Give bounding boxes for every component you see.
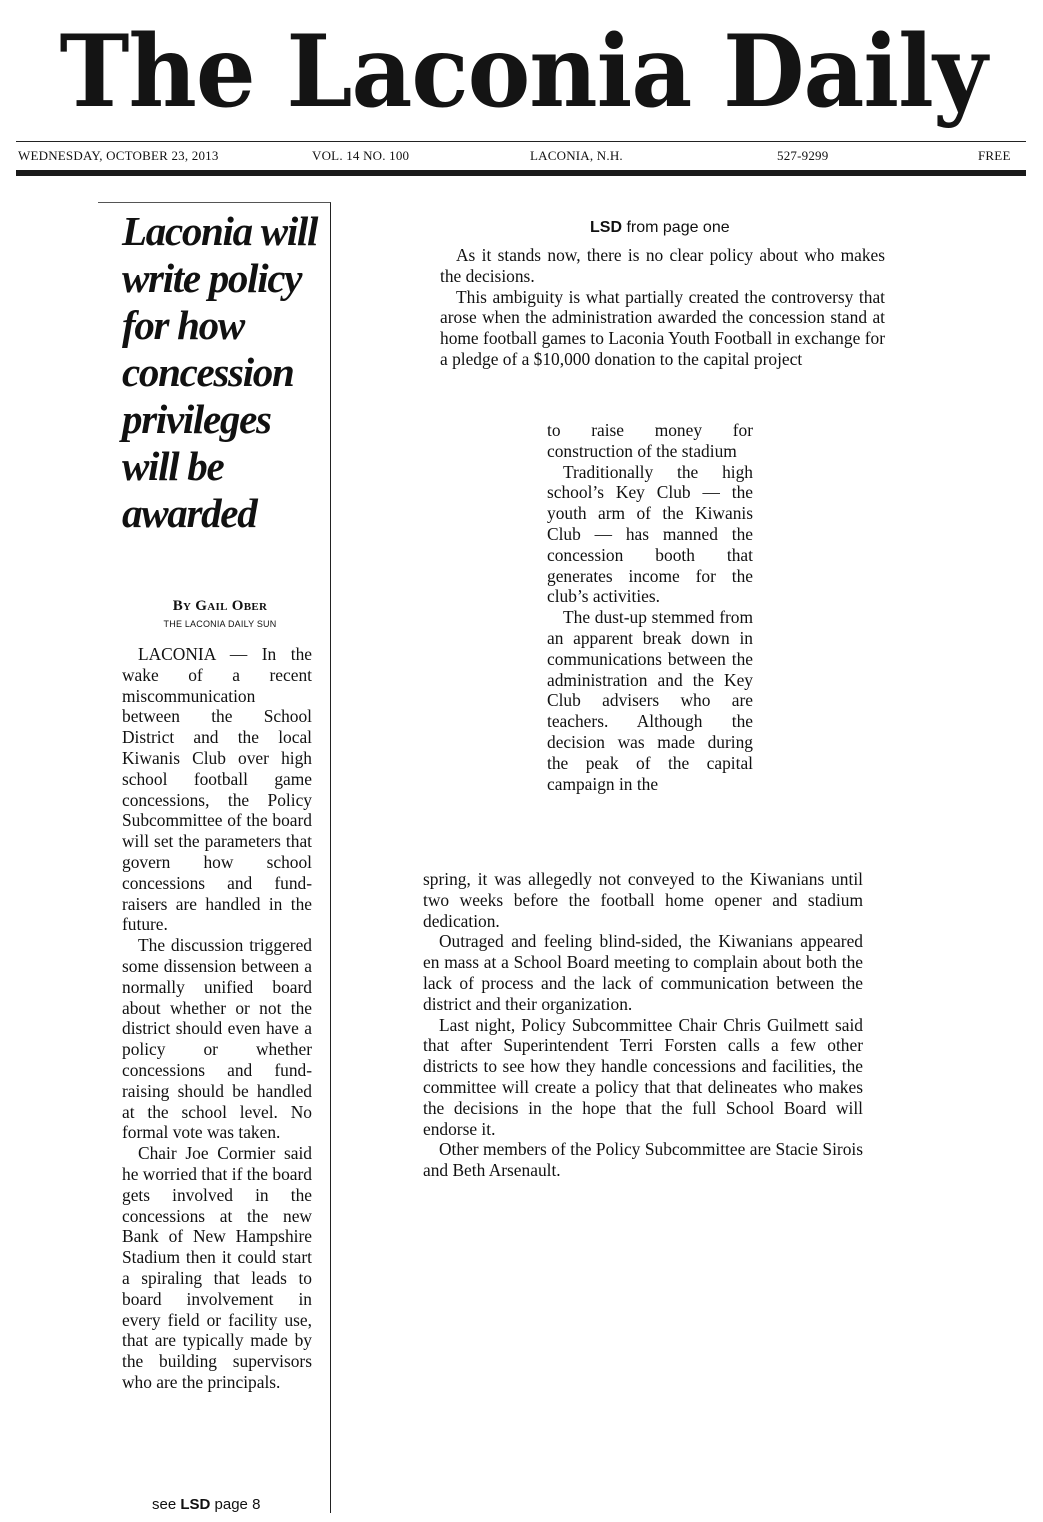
paragraph: spring, it was allegedly not conveyed to the Kiwanians until two weeks before the football home opener and stadium dedication. <box>423 869 863 931</box>
paragraph: Last night, Policy Subcommittee Chair Chris Guilmett said that after Superintendent Terri Forsten calls a few other districts to see how they handle concessions and facilities, the committee will create a policy that that delineates who makes the decisions in the hope that the full School Board will endorse it. <box>423 1014 863 1139</box>
jump-tag: LSD <box>590 219 622 236</box>
byline: By Gail Ober <box>172 598 268 614</box>
jump-head-in <box>590 219 730 237</box>
price-label: FREE <box>978 148 1011 163</box>
article-body-left <box>122 644 312 1393</box>
continuation-block-narrow <box>547 420 753 794</box>
phone-number: 527-9299 <box>777 148 829 163</box>
paragraph: Traditionally the high school’s Key Club — the youth arm of the Kiwanis Club — has manned the concession booth that generates income for the club’s activities. <box>547 461 753 607</box>
jump-suffix: page 8 <box>210 1496 261 1513</box>
masthead-divider <box>16 170 1026 176</box>
newspaper-title: The Laconia Daily <box>59 14 987 131</box>
paragraph: LACONIA — In the wake of a recent miscommunication between the School District and the local Kiwanis Club over high school football game concessions, the Policy Subcommittee of the board will set the parameters that govern how school concessions and fund-raisers are handled in the future. <box>122 644 312 935</box>
issue-location: LACONIA, N.H. <box>530 148 623 163</box>
jump-tag: LSD <box>180 1496 211 1513</box>
continuation-block-top <box>440 245 885 370</box>
issue-info-bar <box>16 141 1026 172</box>
masthead <box>20 14 1026 138</box>
jump-link-out[interactable] <box>152 1496 312 1513</box>
paragraph: Other members of the Policy Subcommittee are Stacie Sirois and Beth Arsenault. <box>423 1139 863 1181</box>
continuation-block-bottom <box>423 869 863 1181</box>
article-headline: Laconia will write policy for how concession privileges will be awarded <box>122 208 318 536</box>
issue-volume: VOL. 14 NO. 100 <box>312 148 410 163</box>
paragraph: This ambiguity is what partially created the controversy that arose when the administration awarded the concession stand at home football games to Laconia Youth Football in exchange for a pledge of a $10,000 donation to the capital project <box>440 286 885 369</box>
paragraph: Chair Joe Cormier said he worried that if the board gets involved in the concessions at the new Bank of New Hampshire Stadium then it could start a spiraling that leads to board involvement in every field or facility use, that are typically made by the building supervisors who are the principals. <box>122 1143 312 1392</box>
byline-organization: THE LACONIA DAILY SUN <box>163 619 277 629</box>
paragraph: The discussion triggered some dissension between a normally unified board about whether or not the district should even have a policy or whether concessions and fund-raising should be handled at the school level. No formal vote was taken. <box>122 935 312 1143</box>
paragraph: Outraged and feeling blind-sided, the Kiwanians appeared en mass at a School Board meeting to complain about both the lack of process and the lack of communication between the district and their organization. <box>423 931 863 1014</box>
jump-prefix: see <box>152 1496 181 1513</box>
paragraph: As it stands now, there is no clear policy about who makes the decisions. <box>440 245 885 286</box>
paragraph: The dust-up stemmed from an apparent break down in communications between the administration and the Key Club advisers who are teachers. Although the decision was made during the peak of the capital campaign in the <box>547 607 753 794</box>
issue-date: WEDNESDAY, OCTOBER 23, 2013 <box>18 148 219 163</box>
paragraph: to raise money for construction of the stadium <box>547 420 753 461</box>
jump-suffix: from page one <box>622 219 730 236</box>
